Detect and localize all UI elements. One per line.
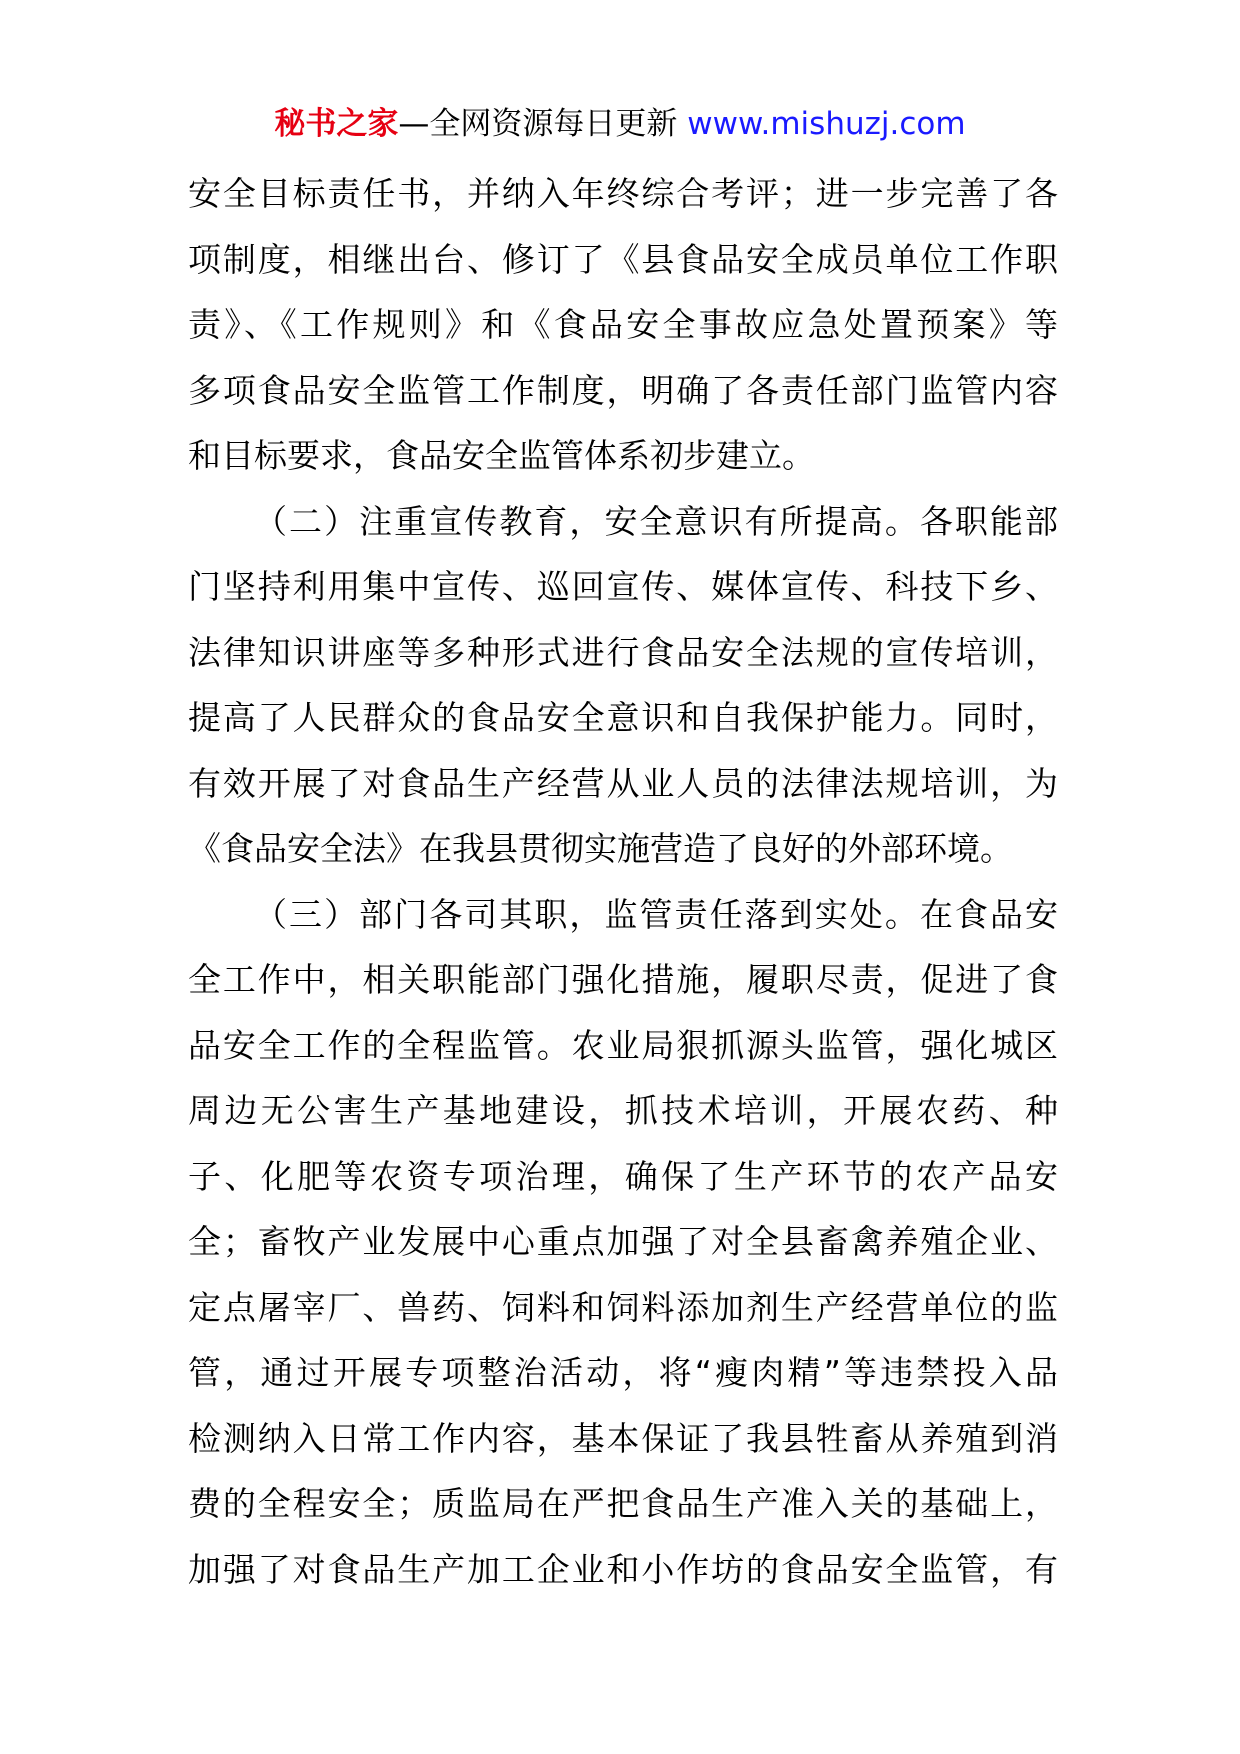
text-line: 责》、《工作规则》和《食品安全事故应急处置预案》等 — [188, 305, 1058, 344]
text-line: 周边无公害生产基地建设，抓技术培训，开展农药、种 — [188, 1091, 1058, 1130]
text-line: 有效开展了对食品生产经营从业人员的法律法规培训，为 — [188, 763, 1058, 803]
text-line: （三）部门各司其职，监管责任落到实处。在食品安 — [254, 894, 1058, 934]
text-line: 法律知识讲座等多种形式进行食品安全法规的宣传培训， — [188, 632, 1058, 672]
document-body — [188, 161, 1058, 1602]
text-line: 子、化肥等农资专项治理，确保了生产环节的农产品安 — [188, 1156, 1058, 1196]
text-line: 管，通过开展专项整治活动，将“瘦肉精”等违禁投入品 — [188, 1353, 1058, 1392]
page-header — [0, 104, 1240, 144]
text-line: 提高了人民群众的食品安全意识和自我保护能力。同时， — [188, 698, 1058, 737]
text-line: 和目标要求，食品安全监管体系初步建立。 — [188, 436, 815, 475]
header-brand: 秘书之家 — [274, 106, 399, 142]
text-line: 品安全工作的全程监管。农业局狠抓源头监管，强化城区 — [188, 1025, 1058, 1065]
text-line: 费的全程安全；质监局在严把食品生产准入关的基础上， — [188, 1484, 1058, 1523]
text-line: 安全目标责任书，并纳入年终综合考评；进一步完善了各 — [188, 174, 1058, 213]
text-line: （二）注重宣传教育，安全意识有所提高。各职能部 — [254, 501, 1058, 541]
text-line: 加强了对食品生产加工企业和小作坊的食品安全监管，有 — [188, 1549, 1058, 1589]
header-slogan: —全网资源每日更新 — [398, 106, 688, 142]
text-line: 《食品安全法》在我县贯彻实施营造了良好的外部环境。 — [188, 829, 1013, 868]
text-line: 多项食品安全监管工作制度，明确了各责任部门监管内容 — [188, 370, 1058, 410]
text-line: 定点屠宰厂、兽药、饲料和饲料添加剂生产经营单位的监 — [188, 1287, 1058, 1327]
text-line: 检测纳入日常工作内容，基本保证了我县牲畜从养殖到消 — [188, 1418, 1058, 1458]
text-line: 全工作中，相关职能部门强化措施，履职尽责，促进了食 — [188, 960, 1058, 999]
text-line: 项制度，相继出台、修订了《县食品安全成员单位工作职 — [188, 239, 1058, 279]
header-url-link[interactable]: www.mishuzj.com — [687, 106, 966, 142]
text-line: 全；畜牧产业发展中心重点加强了对全县畜禽养殖企业、 — [188, 1222, 1058, 1261]
text-line: 门坚持利用集中宣传、巡回宣传、媒体宣传、科技下乡、 — [188, 567, 1058, 606]
